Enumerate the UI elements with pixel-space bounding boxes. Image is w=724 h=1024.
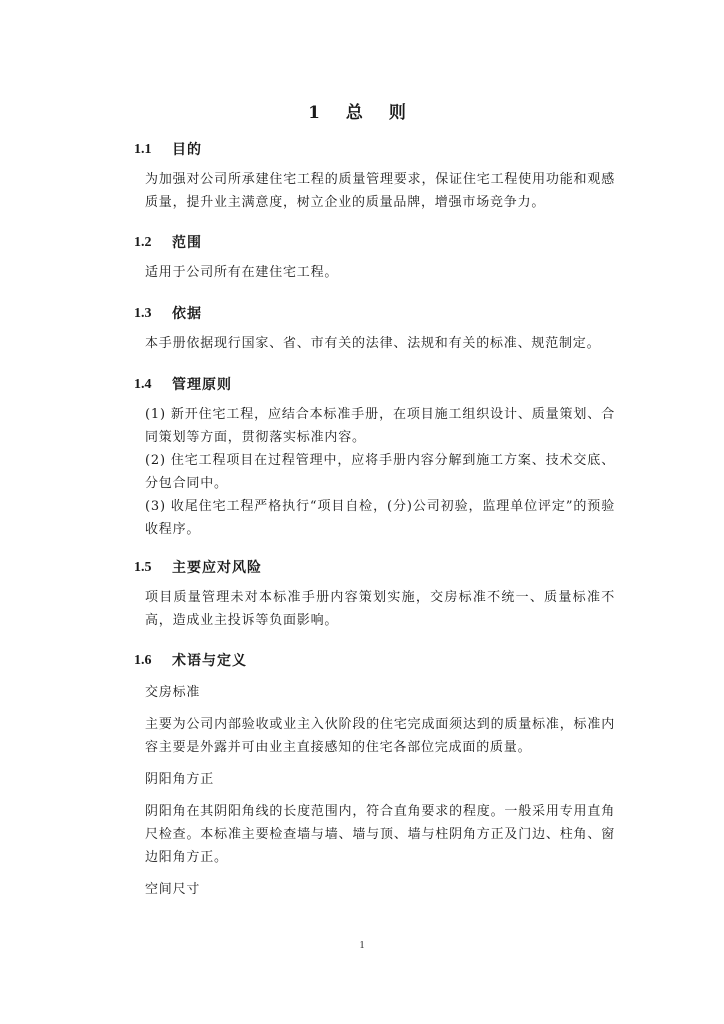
page-number: 1 [359, 940, 365, 951]
paragraph: (1) 新开住宅工程，应结合本标准手册，在项目施工组织设计、质量策划、合同策划等方面，贯彻落实标准内容。 [145, 407, 615, 445]
chapter-title: 1 总 则 [308, 103, 416, 123]
section-scope [134, 233, 634, 284]
section-number: 1.2 [134, 235, 152, 250]
section-number: 1.4 [134, 377, 152, 392]
paragraph: 为加强对公司所承建住宅工程的质量管理要求，保证住宅工程使用功能和观感质量，提升业主满意度，树立企业的质量品牌，增强市场竞争力。 [145, 172, 615, 210]
section-risks [134, 558, 634, 632]
section-number: 1.1 [134, 142, 152, 157]
section-heading [134, 558, 634, 578]
paragraph: 本手册依据现行国家、省、市有关的法律、法规和有关的标准、规范制定。 [145, 336, 601, 351]
section-title: 目的 [172, 142, 202, 158]
term-label: 阴阳角方正 [145, 772, 215, 787]
section-title: 术语与定义 [172, 653, 247, 669]
paragraph: (2) 住宅工程项目在过程管理中，应将手册内容分解到施工方案、技术交底、分包合同中。 [145, 453, 615, 491]
section-title: 依据 [172, 306, 202, 322]
section-number: 1.6 [134, 653, 152, 668]
section-principles [134, 375, 634, 541]
section-number: 1.5 [134, 560, 152, 575]
section-heading [134, 233, 634, 253]
section-heading [134, 304, 634, 324]
section-heading [134, 375, 634, 395]
term-label: 交房标准 [145, 685, 201, 700]
term-label: 空间尺寸 [145, 882, 201, 897]
section-basis [134, 304, 634, 355]
paragraph: (3) 收尾住宅工程严格执行“项目自检，(分)公司初验，监理单位评定”的预验收程序。 [145, 499, 615, 537]
section-title: 范围 [172, 235, 202, 251]
paragraph: 适用于公司所有在建住宅工程。 [145, 265, 339, 280]
section-heading [134, 651, 634, 671]
section-number: 1.3 [134, 306, 152, 321]
section-terms [134, 651, 634, 901]
term-definition: 阴阳角在其阴阳角线的长度范围内，符合直角要求的程度。一般采用专用直角尺检查。本标准主要检查墙与墙、墙与顶、墙与柱阴角方正及门边、柱角、窗边阳角方正。 [145, 804, 615, 865]
section-title: 管理原则 [172, 377, 232, 393]
term-definition: 主要为公司内部验收或业主入伙阶段的住宅完成面须达到的质量标准，标准内容主要是外露并可由业主直接感知的住宅各部位完成面的质量。 [145, 717, 615, 755]
section-heading [134, 140, 634, 160]
section-purpose [134, 140, 634, 214]
paragraph: 项目质量管理未对本标准手册内容策划实施，交房标准不统一、质量标准不高，造成业主投诉等负面影响。 [145, 590, 615, 628]
section-title: 主要应对风险 [172, 560, 262, 576]
